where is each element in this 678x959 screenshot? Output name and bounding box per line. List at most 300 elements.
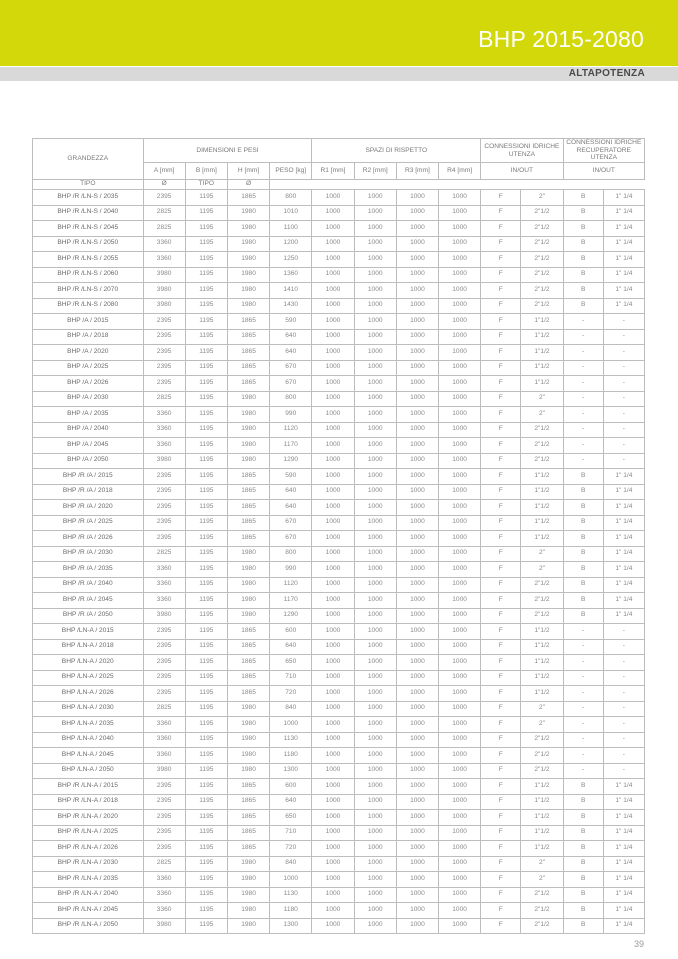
r4-value: 1000 bbox=[439, 872, 481, 888]
table-row bbox=[33, 236, 645, 252]
diam-recuperatore-value: - bbox=[603, 639, 644, 655]
model-name: BHP /LN-A / 2045 bbox=[33, 748, 144, 764]
a-value: 2395 bbox=[143, 500, 185, 516]
diam-recuperatore-value: 1" 1/4 bbox=[603, 562, 644, 578]
page-title: BHP 2015-2080 bbox=[478, 26, 644, 52]
weight-value: 720 bbox=[270, 841, 312, 857]
b-value: 1195 bbox=[185, 562, 227, 578]
diam-recuperatore-value: - bbox=[603, 732, 644, 748]
r2-value: 1000 bbox=[354, 624, 396, 640]
diam-utenza-value: 1"1/2 bbox=[521, 329, 563, 345]
b-value: 1195 bbox=[185, 500, 227, 516]
r4-value: 1000 bbox=[439, 500, 481, 516]
r3-value: 1000 bbox=[396, 252, 438, 268]
diam-recuperatore-value: 1" 1/4 bbox=[603, 841, 644, 857]
r1-value: 1000 bbox=[312, 732, 354, 748]
diam-utenza-value: 2"1/2 bbox=[521, 593, 563, 609]
header-diam-utenza: Ø bbox=[143, 180, 185, 190]
tipo-recuperatore-value: B bbox=[563, 562, 603, 578]
a-value: 2395 bbox=[143, 794, 185, 810]
diam-recuperatore-value: - bbox=[603, 717, 644, 733]
diam-utenza-value: 1"1/2 bbox=[521, 345, 563, 361]
r1-value: 1000 bbox=[312, 360, 354, 376]
b-value: 1195 bbox=[185, 670, 227, 686]
r2-value: 1000 bbox=[354, 407, 396, 423]
tipo-utenza-value: F bbox=[481, 329, 521, 345]
diam-recuperatore-value: 1" 1/4 bbox=[603, 918, 644, 934]
diam-recuperatore-value: - bbox=[603, 763, 644, 779]
r3-value: 1000 bbox=[396, 732, 438, 748]
a-value: 2395 bbox=[143, 531, 185, 547]
tipo-utenza-value: F bbox=[481, 345, 521, 361]
header-r4: R4 [mm] bbox=[439, 163, 481, 180]
r4-value: 1000 bbox=[439, 190, 481, 206]
diam-recuperatore-value: 1" 1/4 bbox=[603, 903, 644, 919]
r4-value: 1000 bbox=[439, 283, 481, 299]
weight-value: 1300 bbox=[270, 918, 312, 934]
model-name: BHP /LN-A / 2040 bbox=[33, 732, 144, 748]
diam-recuperatore-value: - bbox=[603, 686, 644, 702]
r4-value: 1000 bbox=[439, 252, 481, 268]
b-value: 1195 bbox=[185, 252, 227, 268]
model-name: BHP /R /LN-A / 2050 bbox=[33, 918, 144, 934]
table-row bbox=[33, 500, 645, 516]
weight-value: 590 bbox=[270, 469, 312, 485]
r4-value: 1000 bbox=[439, 221, 481, 237]
r1-value: 1000 bbox=[312, 748, 354, 764]
b-value: 1195 bbox=[185, 190, 227, 206]
tipo-recuperatore-value: B bbox=[563, 515, 603, 531]
tipo-utenza-value: F bbox=[481, 639, 521, 655]
r4-value: 1000 bbox=[439, 670, 481, 686]
r2-value: 1000 bbox=[354, 810, 396, 826]
tipo-utenza-value: F bbox=[481, 825, 521, 841]
r4-value: 1000 bbox=[439, 887, 481, 903]
b-value: 1195 bbox=[185, 810, 227, 826]
tipo-utenza-value: F bbox=[481, 500, 521, 516]
weight-value: 670 bbox=[270, 376, 312, 392]
b-value: 1195 bbox=[185, 422, 227, 438]
diam-recuperatore-value: - bbox=[603, 701, 644, 717]
a-value: 2395 bbox=[143, 469, 185, 485]
tipo-recuperatore-value: B bbox=[563, 252, 603, 268]
model-name: BHP /R /A / 2050 bbox=[33, 608, 144, 624]
tipo-recuperatore-value: - bbox=[563, 639, 603, 655]
model-name: BHP /LN-A / 2030 bbox=[33, 701, 144, 717]
tipo-utenza-value: F bbox=[481, 221, 521, 237]
r3-value: 1000 bbox=[396, 453, 438, 469]
tipo-utenza-value: F bbox=[481, 267, 521, 283]
r1-value: 1000 bbox=[312, 903, 354, 919]
model-name: BHP /LN-A / 2015 bbox=[33, 624, 144, 640]
tipo-recuperatore-value: - bbox=[563, 763, 603, 779]
r3-value: 1000 bbox=[396, 298, 438, 314]
a-value: 3980 bbox=[143, 453, 185, 469]
r2-value: 1000 bbox=[354, 531, 396, 547]
table-row bbox=[33, 717, 645, 733]
h-value: 1865 bbox=[227, 624, 269, 640]
tipo-recuperatore-value: B bbox=[563, 546, 603, 562]
tipo-utenza-value: F bbox=[481, 546, 521, 562]
r1-value: 1000 bbox=[312, 655, 354, 671]
diam-utenza-value: 2"1/2 bbox=[521, 422, 563, 438]
tipo-recuperatore-value: B bbox=[563, 205, 603, 221]
diam-recuperatore-value: - bbox=[603, 748, 644, 764]
tipo-utenza-value: F bbox=[481, 298, 521, 314]
tipo-utenza-value: F bbox=[481, 717, 521, 733]
tipo-recuperatore-value: - bbox=[563, 453, 603, 469]
a-value: 2825 bbox=[143, 205, 185, 221]
table-row bbox=[33, 903, 645, 919]
h-value: 1980 bbox=[227, 872, 269, 888]
r4-value: 1000 bbox=[439, 903, 481, 919]
weight-value: 1100 bbox=[270, 221, 312, 237]
r4-value: 1000 bbox=[439, 267, 481, 283]
a-value: 2395 bbox=[143, 329, 185, 345]
diam-utenza-value: 1"1/2 bbox=[521, 686, 563, 702]
weight-value: 800 bbox=[270, 190, 312, 206]
a-value: 2825 bbox=[143, 701, 185, 717]
r2-value: 1000 bbox=[354, 221, 396, 237]
r2-value: 1000 bbox=[354, 329, 396, 345]
r3-value: 1000 bbox=[396, 562, 438, 578]
weight-value: 1010 bbox=[270, 205, 312, 221]
tipo-utenza-value: F bbox=[481, 314, 521, 330]
weight-value: 1290 bbox=[270, 453, 312, 469]
model-name: BHP /LN-A / 2026 bbox=[33, 686, 144, 702]
weight-value: 1120 bbox=[270, 577, 312, 593]
h-value: 1865 bbox=[227, 655, 269, 671]
b-value: 1195 bbox=[185, 391, 227, 407]
header-h: H [mm] bbox=[227, 163, 269, 180]
model-name: BHP /LN-A / 2050 bbox=[33, 763, 144, 779]
diam-utenza-value: 2" bbox=[521, 190, 563, 206]
diam-recuperatore-value: 1" 1/4 bbox=[603, 593, 644, 609]
tipo-utenza-value: F bbox=[481, 205, 521, 221]
model-name: BHP /A / 2020 bbox=[33, 345, 144, 361]
table-row bbox=[33, 329, 645, 345]
table-row bbox=[33, 763, 645, 779]
b-value: 1195 bbox=[185, 608, 227, 624]
r4-value: 1000 bbox=[439, 856, 481, 872]
b-value: 1195 bbox=[185, 329, 227, 345]
r3-value: 1000 bbox=[396, 794, 438, 810]
b-value: 1195 bbox=[185, 856, 227, 872]
tipo-recuperatore-value: - bbox=[563, 360, 603, 376]
r4-value: 1000 bbox=[439, 438, 481, 454]
diam-recuperatore-value: - bbox=[603, 391, 644, 407]
a-value: 2825 bbox=[143, 221, 185, 237]
r4-value: 1000 bbox=[439, 453, 481, 469]
tipo-utenza-value: F bbox=[481, 453, 521, 469]
r4-value: 1000 bbox=[439, 794, 481, 810]
a-value: 3980 bbox=[143, 918, 185, 934]
tipo-recuperatore-value: B bbox=[563, 531, 603, 547]
weight-value: 1000 bbox=[270, 717, 312, 733]
table-row bbox=[33, 407, 645, 423]
b-value: 1195 bbox=[185, 453, 227, 469]
diam-recuperatore-value: 1" 1/4 bbox=[603, 810, 644, 826]
r3-value: 1000 bbox=[396, 872, 438, 888]
diam-utenza-value: 1"1/2 bbox=[521, 639, 563, 655]
r3-value: 1000 bbox=[396, 314, 438, 330]
spec-table-body bbox=[33, 190, 645, 934]
weight-value: 720 bbox=[270, 686, 312, 702]
table-row bbox=[33, 484, 645, 500]
model-name: BHP /R /A / 2025 bbox=[33, 515, 144, 531]
a-value: 3360 bbox=[143, 407, 185, 423]
diam-utenza-value: 2" bbox=[521, 717, 563, 733]
model-name: BHP /R /A / 2040 bbox=[33, 577, 144, 593]
diam-utenza-value: 2"1/2 bbox=[521, 732, 563, 748]
h-value: 1865 bbox=[227, 670, 269, 686]
diam-recuperatore-value: 1" 1/4 bbox=[603, 608, 644, 624]
weight-value: 1120 bbox=[270, 422, 312, 438]
tipo-utenza-value: F bbox=[481, 190, 521, 206]
tipo-utenza-value: F bbox=[481, 283, 521, 299]
tipo-recuperatore-value: B bbox=[563, 608, 603, 624]
diam-utenza-value: 2"1/2 bbox=[521, 298, 563, 314]
diam-utenza-value: 1"1/2 bbox=[521, 500, 563, 516]
model-name: BHP /A / 2050 bbox=[33, 453, 144, 469]
r2-value: 1000 bbox=[354, 779, 396, 795]
a-value: 2395 bbox=[143, 810, 185, 826]
r4-value: 1000 bbox=[439, 515, 481, 531]
b-value: 1195 bbox=[185, 376, 227, 392]
h-value: 1980 bbox=[227, 236, 269, 252]
weight-value: 990 bbox=[270, 407, 312, 423]
r1-value: 1000 bbox=[312, 453, 354, 469]
table-row bbox=[33, 345, 645, 361]
table-row bbox=[33, 732, 645, 748]
table-row bbox=[33, 748, 645, 764]
weight-value: 1430 bbox=[270, 298, 312, 314]
b-value: 1195 bbox=[185, 283, 227, 299]
h-value: 1980 bbox=[227, 438, 269, 454]
header-a: A [mm] bbox=[143, 163, 185, 180]
r2-value: 1000 bbox=[354, 236, 396, 252]
header-conn-utenza: CONNESSIONI IDRICHE UTENZA bbox=[481, 139, 563, 163]
r3-value: 1000 bbox=[396, 887, 438, 903]
tipo-utenza-value: F bbox=[481, 593, 521, 609]
model-name: BHP /R /A / 2020 bbox=[33, 500, 144, 516]
table-row bbox=[33, 531, 645, 547]
tipo-utenza-value: F bbox=[481, 376, 521, 392]
r1-value: 1000 bbox=[312, 856, 354, 872]
tipo-recuperatore-value: B bbox=[563, 918, 603, 934]
r4-value: 1000 bbox=[439, 717, 481, 733]
r2-value: 1000 bbox=[354, 422, 396, 438]
tipo-utenza-value: F bbox=[481, 484, 521, 500]
b-value: 1195 bbox=[185, 267, 227, 283]
b-value: 1195 bbox=[185, 345, 227, 361]
diam-recuperatore-value: 1" 1/4 bbox=[603, 221, 644, 237]
tipo-utenza-value: F bbox=[481, 887, 521, 903]
tipo-utenza-value: F bbox=[481, 872, 521, 888]
tipo-recuperatore-value: - bbox=[563, 391, 603, 407]
table-row bbox=[33, 686, 645, 702]
weight-value: 670 bbox=[270, 515, 312, 531]
r1-value: 1000 bbox=[312, 701, 354, 717]
h-value: 1865 bbox=[227, 500, 269, 516]
r1-value: 1000 bbox=[312, 407, 354, 423]
a-value: 2395 bbox=[143, 639, 185, 655]
h-value: 1865 bbox=[227, 469, 269, 485]
r4-value: 1000 bbox=[439, 391, 481, 407]
header-peso: PESO [kg] bbox=[270, 163, 312, 180]
h-value: 1865 bbox=[227, 531, 269, 547]
r1-value: 1000 bbox=[312, 872, 354, 888]
h-value: 1980 bbox=[227, 856, 269, 872]
r1-value: 1000 bbox=[312, 779, 354, 795]
r3-value: 1000 bbox=[396, 376, 438, 392]
r3-value: 1000 bbox=[396, 329, 438, 345]
weight-value: 640 bbox=[270, 794, 312, 810]
r1-value: 1000 bbox=[312, 639, 354, 655]
r2-value: 1000 bbox=[354, 360, 396, 376]
diam-utenza-value: 1"1/2 bbox=[521, 469, 563, 485]
diam-utenza-value: 2"1/2 bbox=[521, 236, 563, 252]
a-value: 2395 bbox=[143, 825, 185, 841]
tipo-utenza-value: F bbox=[481, 841, 521, 857]
header-r2: R2 [mm] bbox=[354, 163, 396, 180]
r2-value: 1000 bbox=[354, 655, 396, 671]
table-row bbox=[33, 360, 645, 376]
table-row bbox=[33, 205, 645, 221]
diam-recuperatore-value: - bbox=[603, 624, 644, 640]
r1-value: 1000 bbox=[312, 577, 354, 593]
a-value: 3360 bbox=[143, 903, 185, 919]
table-row bbox=[33, 624, 645, 640]
diam-utenza-value: 2" bbox=[521, 856, 563, 872]
table-row bbox=[33, 422, 645, 438]
weight-value: 1360 bbox=[270, 267, 312, 283]
r3-value: 1000 bbox=[396, 825, 438, 841]
h-value: 1865 bbox=[227, 794, 269, 810]
weight-value: 670 bbox=[270, 360, 312, 376]
table-row bbox=[33, 794, 645, 810]
b-value: 1195 bbox=[185, 546, 227, 562]
tipo-recuperatore-value: - bbox=[563, 655, 603, 671]
weight-value: 640 bbox=[270, 639, 312, 655]
tipo-utenza-value: F bbox=[481, 856, 521, 872]
r1-value: 1000 bbox=[312, 221, 354, 237]
r4-value: 1000 bbox=[439, 546, 481, 562]
a-value: 2395 bbox=[143, 655, 185, 671]
weight-value: 1130 bbox=[270, 887, 312, 903]
r4-value: 1000 bbox=[439, 841, 481, 857]
h-value: 1980 bbox=[227, 221, 269, 237]
table-row bbox=[33, 221, 645, 237]
section-subtitle: ALTAPOTENZA bbox=[568, 68, 645, 79]
tipo-utenza-value: F bbox=[481, 438, 521, 454]
diam-recuperatore-value: 1" 1/4 bbox=[603, 825, 644, 841]
r4-value: 1000 bbox=[439, 469, 481, 485]
model-name: BHP /A / 2026 bbox=[33, 376, 144, 392]
r1-value: 1000 bbox=[312, 562, 354, 578]
table-row bbox=[33, 779, 645, 795]
r3-value: 1000 bbox=[396, 221, 438, 237]
h-value: 1980 bbox=[227, 562, 269, 578]
h-value: 1865 bbox=[227, 686, 269, 702]
model-name: BHP /A / 2015 bbox=[33, 314, 144, 330]
r3-value: 1000 bbox=[396, 763, 438, 779]
table-row bbox=[33, 546, 645, 562]
r1-value: 1000 bbox=[312, 763, 354, 779]
r2-value: 1000 bbox=[354, 515, 396, 531]
model-name: BHP /A / 2045 bbox=[33, 438, 144, 454]
table-row bbox=[33, 701, 645, 717]
h-value: 1865 bbox=[227, 810, 269, 826]
r2-value: 1000 bbox=[354, 190, 396, 206]
diam-recuperatore-value: 1" 1/4 bbox=[603, 887, 644, 903]
table-row bbox=[33, 918, 645, 934]
a-value: 3360 bbox=[143, 872, 185, 888]
b-value: 1195 bbox=[185, 794, 227, 810]
r1-value: 1000 bbox=[312, 267, 354, 283]
r3-value: 1000 bbox=[396, 531, 438, 547]
r2-value: 1000 bbox=[354, 717, 396, 733]
diam-utenza-value: 2"1/2 bbox=[521, 918, 563, 934]
diam-utenza-value: 1"1/2 bbox=[521, 515, 563, 531]
diam-utenza-value: 2"1/2 bbox=[521, 283, 563, 299]
a-value: 3360 bbox=[143, 593, 185, 609]
tipo-recuperatore-value: B bbox=[563, 484, 603, 500]
tipo-utenza-value: F bbox=[481, 236, 521, 252]
tipo-recuperatore-value: B bbox=[563, 903, 603, 919]
h-value: 1980 bbox=[227, 391, 269, 407]
r2-value: 1000 bbox=[354, 438, 396, 454]
diam-recuperatore-value: 1" 1/4 bbox=[603, 794, 644, 810]
r3-value: 1000 bbox=[396, 701, 438, 717]
r1-value: 1000 bbox=[312, 670, 354, 686]
diam-recuperatore-value: 1" 1/4 bbox=[603, 577, 644, 593]
model-name: BHP /R /LN-S / 2060 bbox=[33, 267, 144, 283]
b-value: 1195 bbox=[185, 841, 227, 857]
r3-value: 1000 bbox=[396, 918, 438, 934]
header-grandezza: GRANDEZZA bbox=[33, 139, 144, 180]
h-value: 1865 bbox=[227, 314, 269, 330]
tipo-utenza-value: F bbox=[481, 624, 521, 640]
b-value: 1195 bbox=[185, 639, 227, 655]
tipo-recuperatore-value: B bbox=[563, 872, 603, 888]
diam-utenza-value: 1"1/2 bbox=[521, 670, 563, 686]
diam-utenza-value: 2" bbox=[521, 391, 563, 407]
h-value: 1980 bbox=[227, 283, 269, 299]
diam-utenza-value: 2" bbox=[521, 562, 563, 578]
tipo-utenza-value: F bbox=[481, 422, 521, 438]
b-value: 1195 bbox=[185, 717, 227, 733]
h-value: 1865 bbox=[227, 639, 269, 655]
r2-value: 1000 bbox=[354, 763, 396, 779]
model-name: BHP /R /LN-A / 2018 bbox=[33, 794, 144, 810]
tipo-recuperatore-value: B bbox=[563, 469, 603, 485]
weight-value: 600 bbox=[270, 779, 312, 795]
diam-utenza-value: 2" bbox=[521, 546, 563, 562]
h-value: 1980 bbox=[227, 298, 269, 314]
header-tipo-recuperatore: TIPO bbox=[185, 180, 227, 190]
b-value: 1195 bbox=[185, 701, 227, 717]
r4-value: 1000 bbox=[439, 763, 481, 779]
a-value: 2395 bbox=[143, 624, 185, 640]
a-value: 3360 bbox=[143, 887, 185, 903]
r4-value: 1000 bbox=[439, 577, 481, 593]
model-name: BHP /A / 2025 bbox=[33, 360, 144, 376]
r3-value: 1000 bbox=[396, 267, 438, 283]
h-value: 1865 bbox=[227, 376, 269, 392]
model-name: BHP /A / 2018 bbox=[33, 329, 144, 345]
weight-value: 1000 bbox=[270, 872, 312, 888]
